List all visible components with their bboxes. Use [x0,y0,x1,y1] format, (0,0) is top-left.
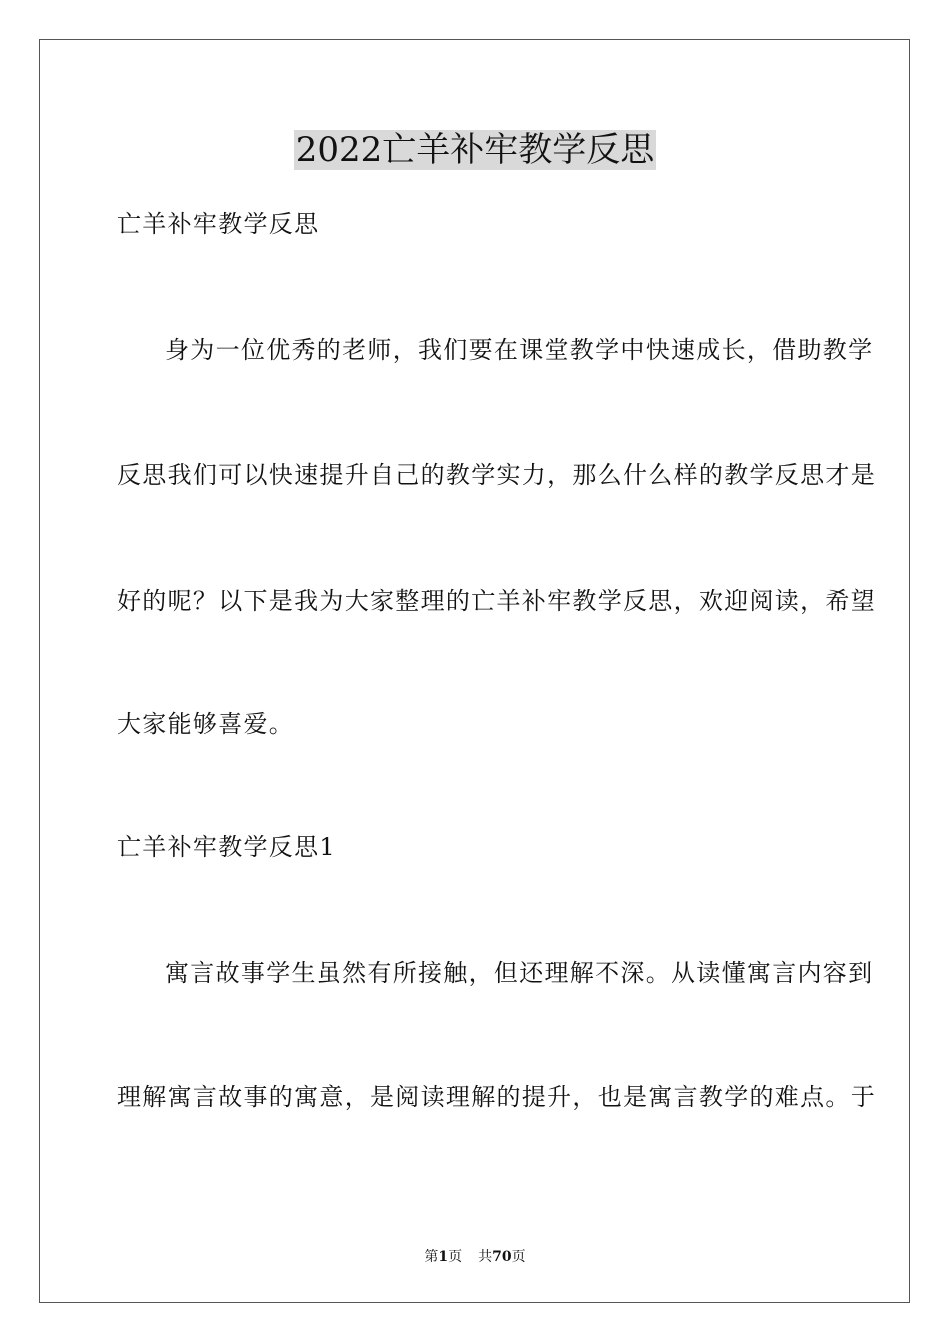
footer-total-pages: 70 [492,1249,512,1265]
footer-page-number: 1 [438,1249,449,1265]
document-title-text: 2022亡羊补牢教学反思 [295,130,655,170]
section-line-1: 寓言故事学生虽然有所接触，但还理解不深。从读懂寓言内容到 [165,959,874,987]
intro-line-3: 好的呢？以下是我为大家整理的亡羊补牢教学反思，欢迎阅读，希望 [117,587,876,615]
footer-page-prefix: 第 [424,1249,439,1265]
section-line-2: 理解寓言故事的寓意，是阅读理解的提升，也是寓言教学的难点。于 [117,1083,876,1111]
section-heading: 亡羊补牢教学反思1 [117,833,336,861]
document-title [0,128,950,172]
footer-total-suffix: 页 [511,1249,526,1265]
footer-page-suffix: 页 [448,1249,463,1265]
page-footer [0,1248,950,1266]
intro-line-2: 反思我们可以快速提升自己的教学实力，那么什么样的教学反思才是 [117,461,876,489]
intro-line-1: 身为一位优秀的老师，我们要在课堂教学中快速成长，借助教学 [165,336,874,364]
footer-total-prefix: 共 [478,1249,493,1265]
document-subtitle: 亡羊补牢教学反思 [117,210,320,238]
intro-line-4: 大家能够喜爱。 [117,710,295,738]
